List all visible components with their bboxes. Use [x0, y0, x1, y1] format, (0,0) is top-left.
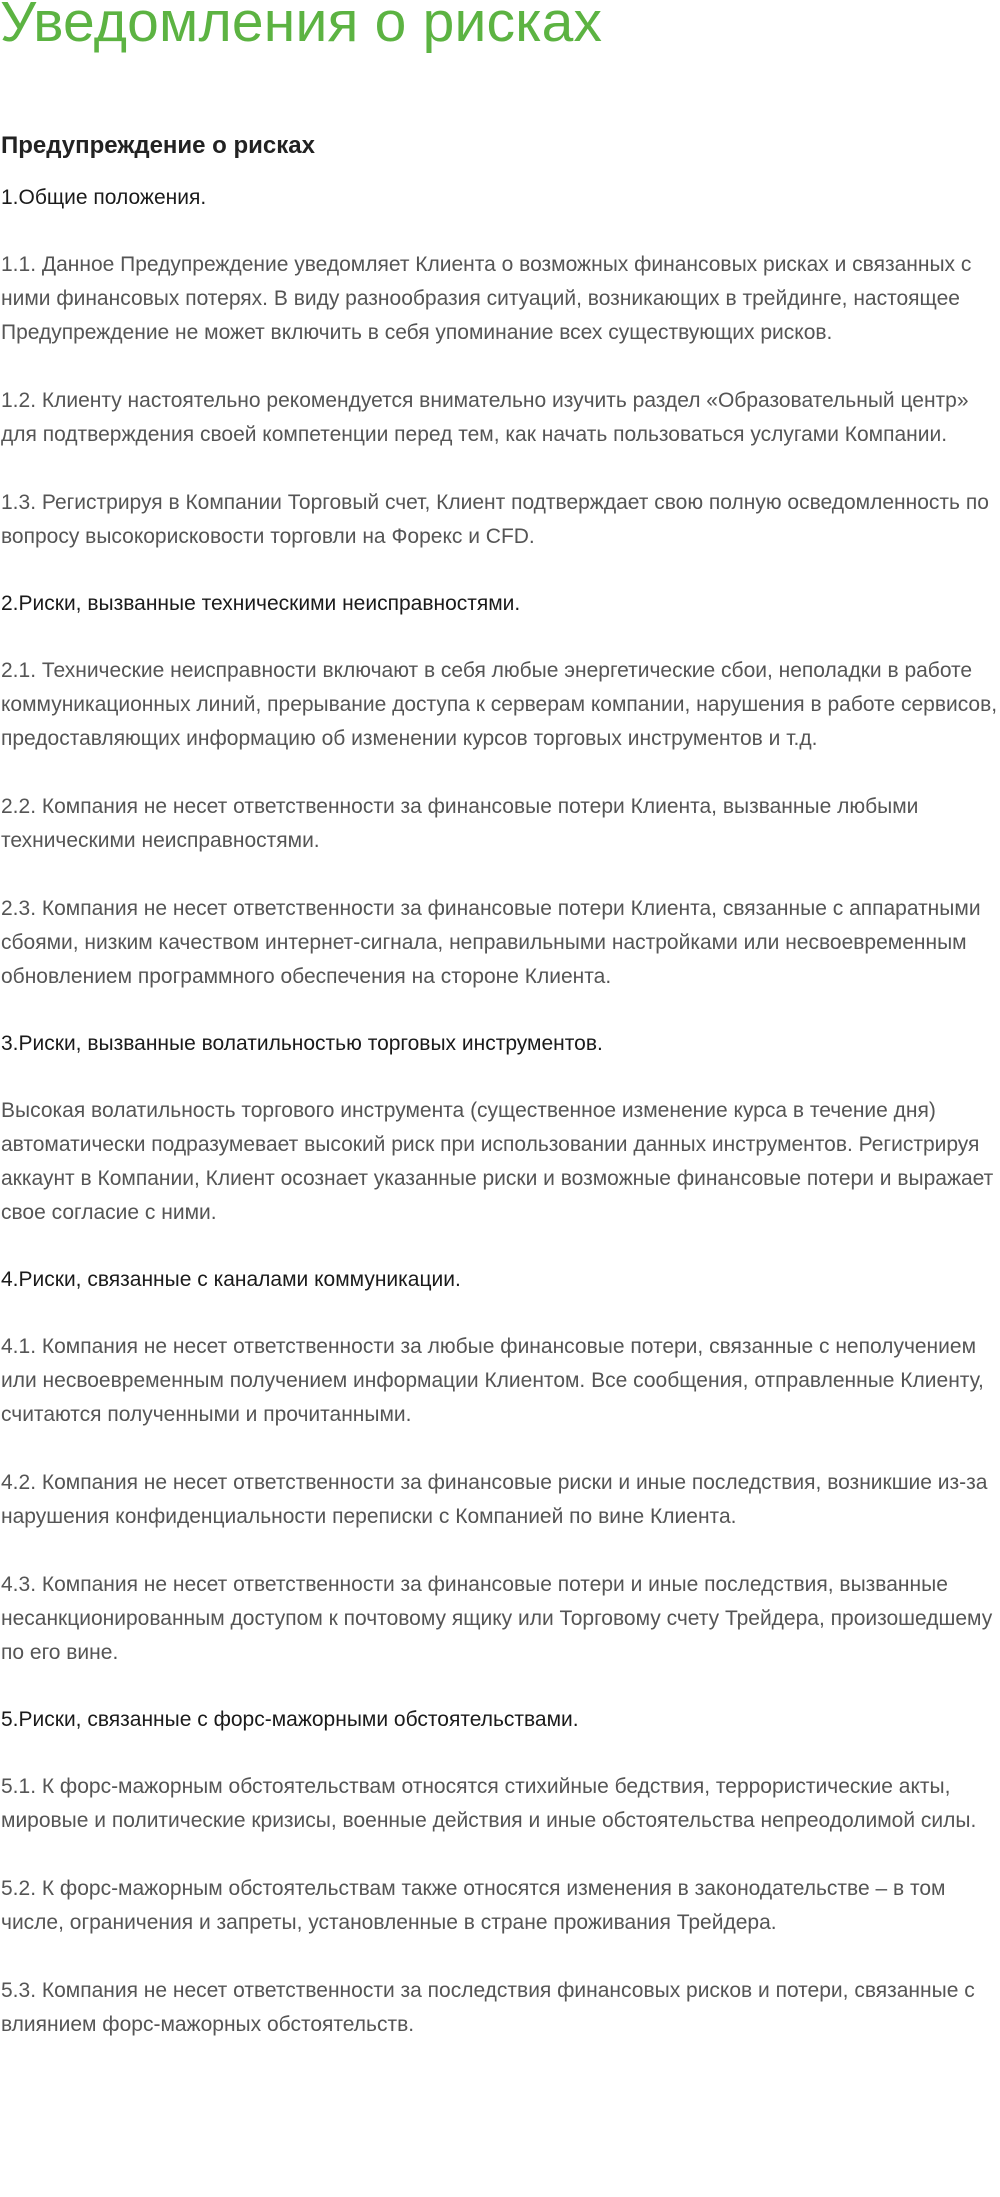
- section-force-majeure-risks: [1, 1704, 999, 2042]
- document-content: [1, 128, 999, 2042]
- paragraph: 5.3. Компания не несет ответственности за последствия финансовых рисков и потери, связанные с влиянием форс-мажорных обстоятельств.: [1, 1979, 975, 2036]
- paragraph: 2.3. Компания не несет ответственности за финансовые потери Клиента, связанные с аппаратными сбоями, низким качеством интернет-сигнала, неправильными настройками или несвоевременным обновлением программного обеспечения на стороне Клиента.: [1, 897, 981, 988]
- paragraph: Высокая волатильность торгового инструмента (существенное изменение курса в течение дня) автоматически подразумевает высокий риск при использовании данных инструментов. Регистрируя аккаунт в Компании, Клиент осознает указанные риски и возможные финансовые потери и выражает свое согласие с ними.: [1, 1099, 994, 1224]
- paragraph: 2.2. Компания не несет ответственности за финансовые потери Клиента, вызванные любыми техническими неисправностями.: [1, 795, 919, 852]
- paragraph: 1.1. Данное Предупреждение уведомляет Клиента о возможных финансовых рисках и связанных с ними финансовых потерях. В виду разнообразия ситуаций, возникающих в трейдинге, настоящее Предупреждение не может включить в себя упоминание всех существующих рисков.: [1, 253, 972, 344]
- section-volatility-risks: [1, 1028, 999, 1230]
- paragraph: 4.1. Компания не несет ответственности за любые финансовые потери, связанные с неполучением или несвоевременным получением информации Клиентом. Все сообщения, отправленные Клиенту, считаются полученными и прочитанными.: [1, 1335, 984, 1426]
- section-heading: 1.Общие положения.: [1, 186, 207, 209]
- paragraph: 5.2. К форс-мажорным обстоятельствам также относятся изменения в законодательстве – в том числе, ограничения и запреты, установленные в стране проживания Трейдера.: [1, 1877, 946, 1934]
- paragraph: 4.2. Компания не несет ответственности за финансовые риски и иные последствия, возникшие из-за нарушения конфиденциальности переписки с Компанией по вине Клиента.: [1, 1471, 988, 1528]
- section-communication-risks: [1, 1264, 999, 1670]
- section-general: [1, 182, 999, 554]
- paragraph: 1.2. Клиенту настоятельно рекомендуется внимательно изучить раздел «Образовательный центр» для подтверждения своей компетенции перед тем, как начать пользоваться услугами Компании.: [1, 389, 969, 446]
- section-heading: 2.Риски, вызванные техническими неисправностями.: [1, 592, 521, 615]
- paragraph: 4.3. Компания не несет ответственности за финансовые потери и иные последствия, вызванные несанкционированным доступом к почтовому ящику или Торговому счету Трейдера, произошедшему по его вине.: [1, 1573, 993, 1664]
- paragraph: 5.1. К форс-мажорным обстоятельствам относятся стихийные бедствия, террористические акты, мировые и политические кризисы, военные действия и иные обстоятельства непреодолимой силы.: [1, 1775, 977, 1832]
- section-heading: 4.Риски, связанные с каналами коммуникации.: [1, 1268, 461, 1291]
- page-title: Уведомления о рисках: [0, 0, 603, 54]
- section-heading: 3.Риски, вызванные волатильностью торговых инструментов.: [1, 1032, 603, 1055]
- section-heading: 5.Риски, связанные с форс-мажорными обстоятельствами.: [1, 1708, 579, 1731]
- paragraph: 2.1. Технические неисправности включают в себя любые энергетические сбои, неполадки в работе коммуникационных линий, прерывание доступа к серверам компании, нарушения в работе сервисов, предоставляющих информацию об изменении курсов торговых инструментов и т.д.: [1, 659, 998, 750]
- section-technical-risks: [1, 588, 999, 994]
- document-heading: Предупреждение о рисках: [1, 132, 315, 159]
- paragraph: 1.3. Регистрируя в Компании Торговый счет, Клиент подтверждает свою полную осведомленность по вопросу высокорисковости торговли на Форекс и CFD.: [1, 491, 989, 548]
